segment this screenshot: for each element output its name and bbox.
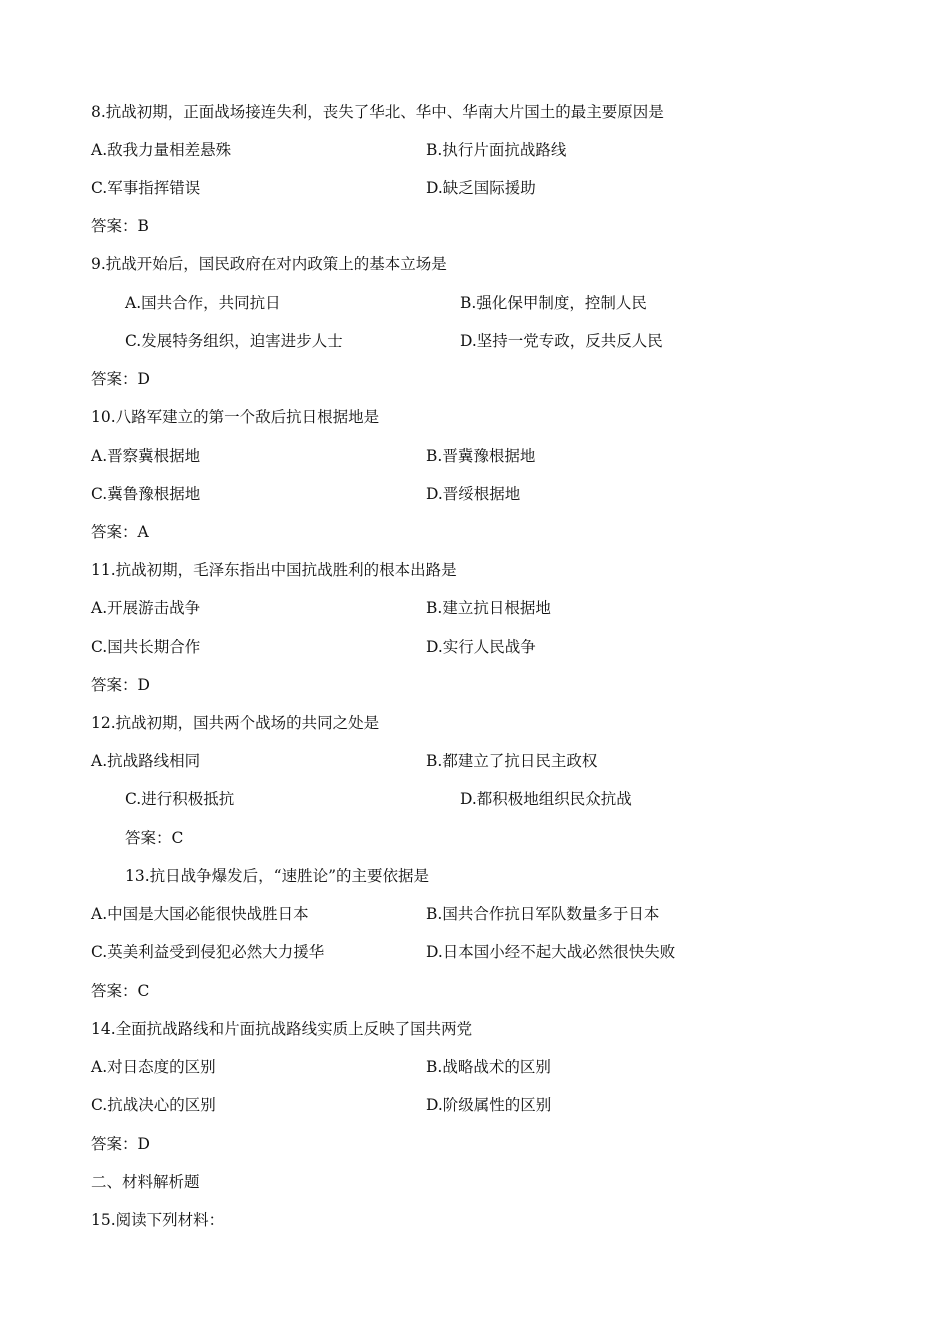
question-9-options-row-1	[125, 284, 925, 322]
question-9-option-a: A.国共合作，共同抗日	[125, 294, 281, 312]
question-11-options-row-2	[91, 628, 891, 666]
question-8-answer: 答案：B	[91, 217, 149, 235]
question-8-option-b: B.执行片面抗战路线	[426, 141, 567, 159]
question-8-option-d: D.缺乏国际援助	[426, 179, 536, 197]
question-11-option-d: D.实行人民战争	[426, 638, 536, 656]
question-8-options-row-2	[91, 169, 891, 207]
question-9-option-c: C.发展特务组织，迫害进步人士	[125, 332, 343, 350]
question-13-options-row-2	[91, 933, 891, 971]
question-12-option-b: B.都建立了抗日民主政权	[426, 752, 598, 770]
question-14-options-row-1	[91, 1048, 891, 1086]
question-8-options-row-1	[91, 131, 891, 169]
question-10-options-row-1	[91, 437, 891, 475]
question-10-option-b: B.晋冀豫根据地	[426, 447, 536, 465]
question-13-option-c: C.英美利益受到侵犯必然大力援华	[91, 943, 325, 961]
question-13-answer: 答案：C	[91, 982, 150, 1000]
question-8-option-a: A.敌我力量相差悬殊	[91, 141, 232, 159]
question-8-stem: 8.抗战初期，正面战场接连失利，丧失了华北、华中、华南大片国土的最主要原因是	[91, 103, 664, 121]
question-12-options-row-1	[91, 742, 891, 780]
question-8-option-c: C.军事指挥错误	[91, 179, 201, 197]
question-9-option-b: B.强化保甲制度，控制人民	[460, 294, 647, 312]
question-14-options-row-2	[91, 1086, 891, 1124]
question-12-answer: 答案：C	[125, 829, 184, 847]
question-10-options-row-2	[91, 475, 891, 513]
question-13-option-a: A.中国是大国必能很快战胜日本	[91, 905, 309, 923]
question-14-option-c: C.抗战决心的区别	[91, 1096, 216, 1114]
question-11-option-c: C.国共长期合作	[91, 638, 201, 656]
question-13-option-d: D.日本国小经不起大战必然很快失败	[426, 943, 676, 961]
question-10-answer: 答案：A	[91, 523, 149, 541]
question-12-option-a: A.抗战路线相同	[91, 752, 201, 770]
question-9-option-d: D.坚持一党专政，反共反人民	[460, 332, 663, 350]
question-11-option-b: B.建立抗日根据地	[426, 599, 551, 617]
question-14-option-b: B.战略战术的区别	[426, 1058, 551, 1076]
question-14-stem: 14.全面抗战路线和片面抗战路线实质上反映了国共两党	[91, 1020, 473, 1038]
question-11-options-row-1	[91, 589, 891, 627]
question-9-answer: 答案：D	[91, 370, 150, 388]
question-10-option-d: D.晋绥根据地	[426, 485, 521, 503]
question-15-stem: 15.阅读下列材料：	[91, 1211, 225, 1229]
question-10-option-a: A.晋察冀根据地	[91, 447, 201, 465]
question-13-options-row-1	[91, 895, 891, 933]
question-12-options-row-2	[125, 780, 925, 818]
question-9-stem: 9.抗战开始后，国民政府在对内政策上的基本立场是	[91, 255, 447, 273]
question-14-option-a: A.对日态度的区别	[91, 1058, 216, 1076]
question-12-option-d: D.都积极地组织民众抗战	[460, 790, 632, 808]
question-13-stem: 13.抗日战争爆发后，“速胜论”的主要依据是	[125, 867, 429, 885]
section-two-heading: 二、材料解析题	[91, 1173, 200, 1191]
question-11-stem: 11.抗战初期，毛泽东指出中国抗战胜利的根本出路是	[91, 561, 457, 579]
question-11-answer: 答案：D	[91, 676, 150, 694]
question-12-stem: 12.抗战初期，国共两个战场的共同之处是	[91, 714, 380, 732]
question-10-option-c: C.冀鲁豫根据地	[91, 485, 201, 503]
question-14-option-d: D.阶级属性的区别	[426, 1096, 552, 1114]
question-11-option-a: A.开展游击战争	[91, 599, 201, 617]
question-13-option-b: B.国共合作抗日军队数量多于日本	[426, 905, 660, 923]
question-14-answer: 答案：D	[91, 1135, 150, 1153]
question-12-option-c: C.进行积极抵抗	[125, 790, 235, 808]
question-10-stem: 10.八路军建立的第一个敌后抗日根据地是	[91, 408, 380, 426]
question-9-options-row-2	[125, 322, 925, 360]
